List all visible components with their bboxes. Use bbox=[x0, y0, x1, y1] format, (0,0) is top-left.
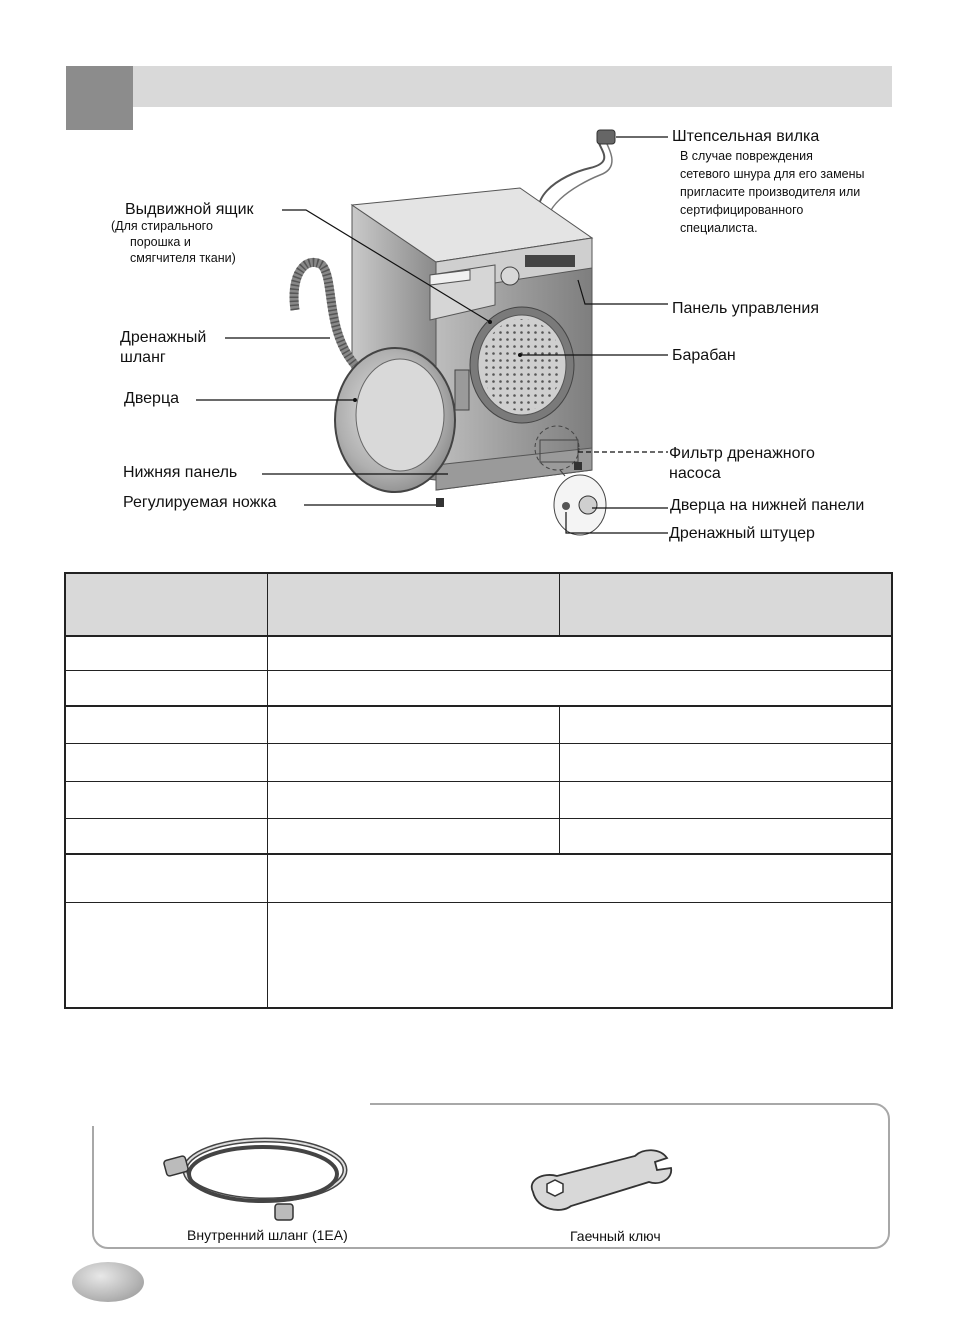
table-header-row bbox=[65, 573, 892, 636]
adjustable-foot-label: Регулируемая ножка bbox=[123, 494, 277, 511]
pump-filter-line: насоса bbox=[669, 465, 721, 482]
table-cell bbox=[559, 781, 892, 818]
table-row bbox=[65, 706, 892, 743]
accessories-box-gap bbox=[90, 1100, 370, 1126]
table-row bbox=[65, 670, 892, 706]
lower-panel-door-label: Дверца на нижней панели bbox=[670, 497, 865, 514]
plug-note-line: специалиста. bbox=[680, 221, 758, 235]
table-cell bbox=[65, 636, 267, 670]
table-cell bbox=[65, 902, 267, 1008]
table-cell bbox=[559, 818, 892, 854]
plug-note-line: сертифицированного bbox=[680, 203, 804, 217]
table-cell bbox=[65, 573, 267, 636]
drain-hose-label bbox=[120, 328, 206, 368]
drawer-note-line: смягчителя ткани) bbox=[130, 251, 236, 265]
table-cell bbox=[267, 670, 892, 706]
wrench-label: Гаечный ключ bbox=[570, 1228, 661, 1244]
plug-note-line: В случае повреждения bbox=[680, 149, 813, 163]
drum-label: Барабан bbox=[672, 347, 736, 364]
wrench-icon bbox=[525, 1148, 680, 1218]
drawer-note-line: порошка и bbox=[130, 235, 191, 249]
drain-hose-line: шланг bbox=[120, 349, 166, 366]
table-cell bbox=[267, 818, 559, 854]
inlet-hose-icon bbox=[155, 1128, 355, 1228]
pump-filter-line: Фильтр дренажного bbox=[669, 445, 815, 462]
table-cell bbox=[267, 636, 892, 670]
inlet-hose-label: Внутренний шланг (1EA) bbox=[187, 1227, 348, 1243]
table-row bbox=[65, 818, 892, 854]
table-cell bbox=[267, 706, 559, 743]
drain-fitting-label: Дренажный штуцер bbox=[669, 525, 815, 542]
table-cell bbox=[267, 902, 892, 1008]
page-number-badge bbox=[72, 1262, 144, 1302]
table-cell bbox=[65, 818, 267, 854]
drawer-label: Выдвижной ящик bbox=[125, 201, 254, 218]
plug-label: Штепсельная вилка bbox=[672, 128, 820, 145]
table-row bbox=[65, 743, 892, 781]
table-cell bbox=[65, 670, 267, 706]
table-cell bbox=[267, 573, 559, 636]
table-cell bbox=[267, 854, 892, 902]
lower-panel-label: Нижняя панель bbox=[123, 464, 238, 481]
table-cell bbox=[267, 743, 559, 781]
drain-hose-line: Дренажный bbox=[120, 329, 207, 346]
table-cell bbox=[65, 706, 267, 743]
table-row bbox=[65, 854, 892, 902]
table-cell bbox=[65, 781, 267, 818]
plug-note-line: пригласите производителя или bbox=[680, 185, 861, 199]
table-cell bbox=[267, 781, 559, 818]
table-row bbox=[65, 902, 892, 1008]
plug-note bbox=[680, 147, 865, 237]
door-label: Дверца bbox=[124, 390, 180, 407]
table-cell bbox=[65, 743, 267, 781]
table-cell bbox=[65, 854, 267, 902]
plug-note-line: сетевого шнура для его замены bbox=[680, 167, 865, 181]
table-cell bbox=[559, 573, 892, 636]
pump-filter-label bbox=[669, 444, 815, 484]
drawer-note-line: (Для стирального bbox=[111, 219, 213, 233]
drawer-note bbox=[111, 218, 236, 266]
specifications-table bbox=[64, 572, 893, 1009]
control-panel-label: Панель управления bbox=[672, 300, 819, 317]
table-cell bbox=[559, 706, 892, 743]
table-cell bbox=[559, 743, 892, 781]
table-row bbox=[65, 781, 892, 818]
table-row bbox=[65, 636, 892, 670]
